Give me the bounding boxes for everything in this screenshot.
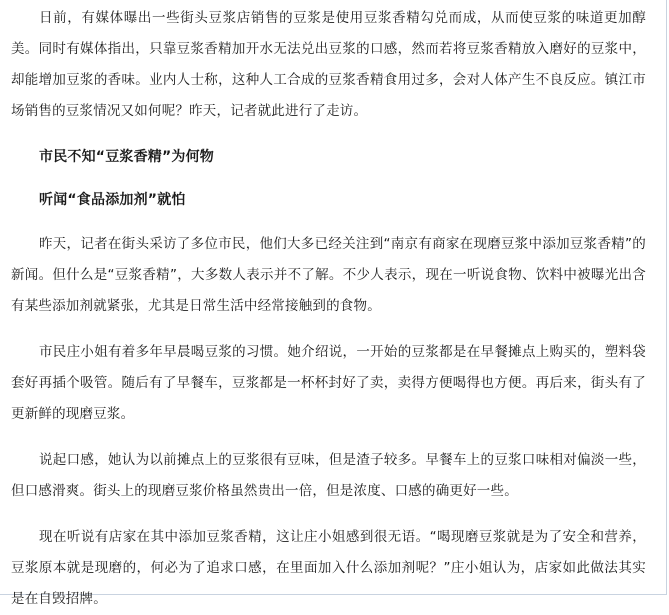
article-paragraph-2: 昨天，记者在街头采访了多位市民，他们大多已经关注到“南京有商家在现磨豆浆中添加豆浆香精”的新闻。但什么是“豆浆香精”，大多数人表示并不了解。不少人表示，现在一听说食物、饮料中被曝光出含有某些添加剂就紧张，尤其是日常生活中经常接触到的食物。 (11, 236, 646, 314)
article-paragraph-intro: 日前，有媒体曝出一些街头豆浆店销售的豆浆是使用豆浆香精勾兑而成，从而使豆浆的味道更加醇美。同时有媒体指出，只靠豆浆香精加开水无法兑出豆浆的口感，然而若将豆浆香精放入磨好的豆浆中，却能增加豆浆的香味。业内人士称，这种人工合成的豆浆香精食用过多，会对人体产生不良反应。镇江市场销售的豆浆情况又如何呢？昨天，记者就此进行了走访。 (11, 10, 646, 119)
article-paragraph-4: 说起口感，她认为以前摊点上的豆浆很有豆味，但是渣子较多。早餐车上的豆浆口味相对偏淡一些，但口感滑爽。街头上的现磨豆浆价格虽然贵出一倍，但是浓度、口感的确更好一些。 (11, 452, 646, 499)
article-paragraph-3: 市民庄小姐有着多年早晨喝豆浆的习惯。她介绍说，一开始的豆浆都是在早餐摊点上购买的，塑料袋套好再插个吸管。随后有了早餐车，豆浆都是一杯杯封好了卖，卖得方便喝得也方便。再后来，街头有了更新鲜的现磨豆浆。 (11, 344, 646, 422)
article-body (11, 3, 646, 615)
article-subheading-1: 市民不知“豆浆香精”为何物 (39, 149, 215, 165)
article-subheading-2: 听闻“食品添加剂”就怕 (39, 192, 186, 208)
article-paragraph-5: 现在听说有店家在其中添加豆浆香精，这让庄小姐感到很无语。“喝现磨豆浆就是为了安全和营养，豆浆原本就是现磨的，何必为了追求口感，在里面加入什么添加剂呢？”庄小姐认为，店家如此做法其实是在自毁招牌。 (11, 529, 646, 607)
